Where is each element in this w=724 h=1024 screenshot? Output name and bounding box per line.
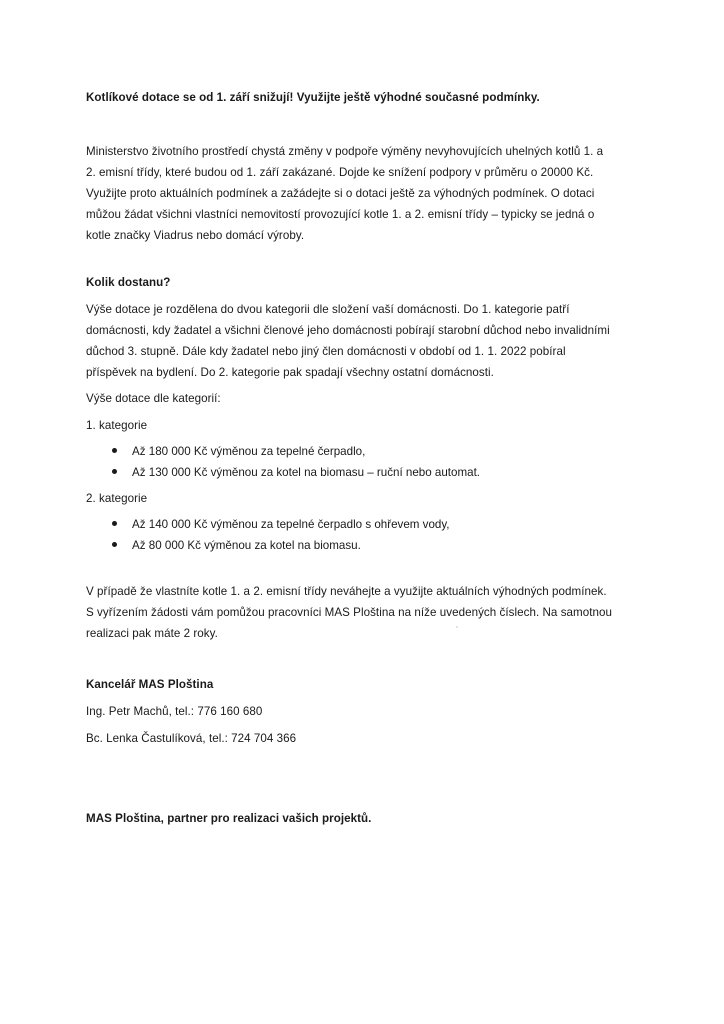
intro-line-5: kotle značky Viadrus nebo domácí výroby. [86, 229, 305, 242]
bullet-icon [112, 448, 117, 453]
closing-line-1: V případě že vlastníte kotle 1. a 2. emisní třídy neváhejte a využijte aktuálních výhodných podmínek. [86, 585, 607, 598]
footer-tagline: MAS Ploština, partner pro realizaci vašich projektů. [86, 812, 372, 825]
list-item [112, 540, 361, 552]
list-item [112, 467, 480, 479]
bullet-icon [112, 521, 117, 526]
intro-line-4: můžou žádat všichni vlastníci nemovitostí provozující kotle 1. a 2. emisní třídy – typicky se jedná o [86, 208, 595, 221]
office-heading: Kancelář MAS Ploština [86, 678, 214, 691]
category-2-item-1: Až 140 000 Kč výměnou za tepelné čerpadlo s ohřevem vody, [132, 518, 450, 531]
category-1-item-1: Až 180 000 Kč výměnou za tepelné čerpadlo, [132, 445, 366, 458]
contact-1: Ing. Petr Machů, tel.: 776 160 680 [86, 705, 263, 718]
how-much-line-4: příspěvek na bydlení. Do 2. kategorie pak spadají všechny ostatní domácnosti. [86, 366, 494, 379]
bullet-icon [112, 542, 117, 547]
category-1-item-2: Až 130 000 Kč výměnou za kotel na biomasu – ruční nebo automat. [132, 466, 481, 479]
contact-2: Bc. Lenka Častulíková, tel.: 724 704 366 [86, 732, 297, 745]
category-2-item-2: Až 80 000 Kč výměnou za kotel na biomasu. [132, 539, 361, 552]
closing-line-3: realizaci pak máte 2 roky. [86, 627, 218, 640]
scan-speck [456, 626, 458, 628]
closing-line-2: S vyřízením žádosti vám pomůžou pracovníci MAS Ploština na níže uvedených číslech. Na samotnou [86, 606, 613, 619]
list-item [112, 446, 365, 458]
how-much-line-1: Výše dotace je rozdělena do dvou kategorii dle složení vaší domácnosti. Do 1. kategorie patří [86, 303, 570, 316]
category-1-label: 1. kategorie [86, 419, 148, 432]
bullet-icon [112, 469, 117, 474]
intro-line-1: Ministerstvo životního prostředí chystá změny v podpoře výměny nevyhovujících uhelných kotlů 1. a [86, 145, 604, 158]
how-much-line-3: důchod 3. stupně. Dále kdy žadatel nebo jiný člen domácnosti v období od 1. 1. 2022 pobíral [86, 345, 566, 358]
list-item [112, 519, 450, 531]
intro-line-3: Využijte proto aktuálních podmínek a zažádejte si o dotaci ještě za výhodných podmínek. O dotaci [86, 187, 595, 200]
headline: Kotlíkové dotace se od 1. září snižují! Využijte ještě výhodné současné podmínky. [86, 91, 540, 104]
how-much-line-2: domácnosti, kdy žadatel a všichni členové jeho domácnosti pobírají starobní důchod nebo invalidními [86, 324, 610, 337]
category-2-label: 2. kategorie [86, 492, 148, 505]
how-much-heading: Kolik dostanu? [86, 276, 171, 289]
categories-label: Výše dotace dle kategorií: [86, 392, 221, 405]
intro-line-2: 2. emisní třídy, které budou od 1. září zakázané. Dojde ke snížení podpory v průměru o 20000 Kč. [86, 166, 594, 179]
